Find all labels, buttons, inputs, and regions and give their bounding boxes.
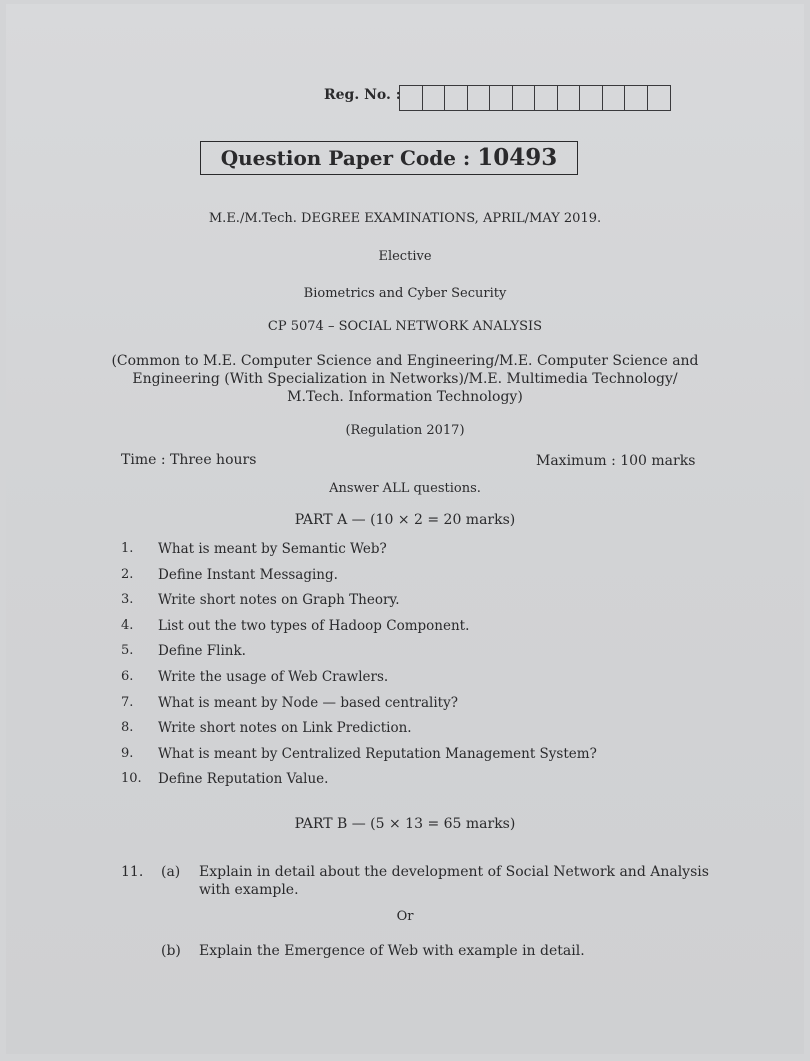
qp-code-label: Question Paper Code : xyxy=(220,146,471,170)
option-a-text-line-2: with example. xyxy=(199,882,299,898)
reg-no-digit-box xyxy=(625,86,648,110)
question-number: 3. xyxy=(121,592,134,607)
reg-no-boxes xyxy=(399,85,671,111)
exam-title: M.E./M.Tech. DEGREE EXAMINATIONS, APRIL/MAY 2019. xyxy=(208,211,602,226)
time-allowed: Time : Three hours xyxy=(121,452,257,468)
question-text: What is meant by Semantic Web? xyxy=(158,541,387,557)
question-number: 11. xyxy=(121,864,144,880)
option-b-text: Explain the Emergence of Web with example in detail. xyxy=(199,943,585,959)
question-number: 7. xyxy=(121,695,134,710)
common-to-line-1: (Common to M.E. Computer Science and Engineering/M.E. Computer Science and xyxy=(111,353,699,369)
reg-no-label: Reg. No. : xyxy=(324,87,401,103)
question-text: Define Reputation Value. xyxy=(158,771,329,787)
reg-no-digit-box xyxy=(580,86,603,110)
course-title: CP 5074 – SOCIAL NETWORK ANALYSIS xyxy=(267,319,543,334)
reg-no-digit-box xyxy=(558,86,581,110)
question-number: 5. xyxy=(121,643,134,658)
instruction: Answer ALL questions. xyxy=(329,481,481,496)
part-b-title: PART B — (5 × 13 = 65 marks) xyxy=(294,816,516,832)
question-number: 2. xyxy=(121,567,134,582)
option-b-label: (b) xyxy=(161,943,181,959)
question-text: List out the two types of Hadoop Component. xyxy=(158,618,470,634)
question-text: Write short notes on Graph Theory. xyxy=(158,592,400,608)
question-number: 4. xyxy=(121,618,134,633)
reg-no-digit-box xyxy=(423,86,446,110)
option-a-label: (a) xyxy=(161,864,181,880)
question-text: Write the usage of Web Crawlers. xyxy=(158,669,389,685)
option-a-text-line-1: Explain in detail about the development of Social Network and Analysis xyxy=(199,864,709,880)
qp-code-number: 10493 xyxy=(477,144,558,171)
reg-no-digit-box xyxy=(468,86,491,110)
regulation: (Regulation 2017) xyxy=(345,423,465,438)
category: Elective xyxy=(378,249,432,264)
question-text: Define Instant Messaging. xyxy=(158,567,338,583)
reg-no-digit-box xyxy=(648,86,671,110)
question-number: 8. xyxy=(121,720,134,735)
question-paper-code-box xyxy=(200,141,578,175)
question-number: 6. xyxy=(121,669,134,684)
reg-no-digit-box xyxy=(400,86,423,110)
question-number: 10. xyxy=(121,771,142,786)
reg-no-digit-box xyxy=(535,86,558,110)
question-text: Write short notes on Link Prediction. xyxy=(158,720,412,736)
common-to-line-3: M.Tech. Information Technology) xyxy=(287,389,523,405)
specialization: Biometrics and Cyber Security xyxy=(303,286,507,301)
maximum-marks: Maximum : 100 marks xyxy=(536,453,696,469)
question-text: Define Flink. xyxy=(158,643,246,659)
reg-no-digit-box xyxy=(490,86,513,110)
common-to-line-2: Engineering (With Specialization in Networks)/M.E. Multimedia Technology/ xyxy=(132,371,678,387)
reg-no-digit-box xyxy=(445,86,468,110)
question-text: What is meant by Centralized Reputation Management System? xyxy=(158,746,597,762)
question-text: What is meant by Node — based centrality? xyxy=(158,695,458,711)
or-separator: Or xyxy=(396,909,414,924)
question-number: 9. xyxy=(121,746,134,761)
question-number: 1. xyxy=(121,541,134,556)
reg-no-digit-box xyxy=(603,86,626,110)
reg-no-digit-box xyxy=(513,86,536,110)
part-a-title: PART A — (10 × 2 = 20 marks) xyxy=(294,512,516,528)
